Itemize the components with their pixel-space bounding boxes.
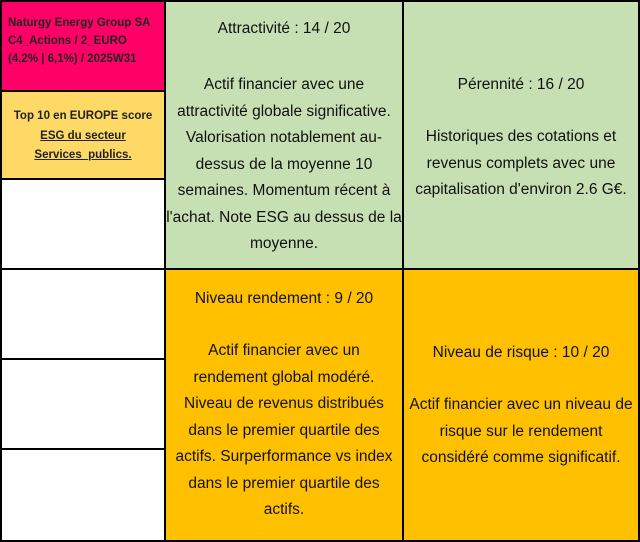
asset-title xyxy=(8,14,160,68)
attractivite-cell xyxy=(164,0,404,270)
description-line: attractivité globale significative. xyxy=(177,102,391,120)
rendement-description xyxy=(166,338,402,524)
blank-cell xyxy=(0,448,166,542)
blank-cell xyxy=(0,358,166,450)
description-line: dans le premier quartile des xyxy=(188,474,380,492)
description-line: actifs. Surperformance vs index xyxy=(175,448,393,465)
attractivite-description xyxy=(166,72,402,258)
asset-period: (4,2% | 6,1%) / 2025W31 xyxy=(8,53,137,65)
top10-line2: ESG du secteur xyxy=(40,129,126,142)
top10-esg-cell xyxy=(0,90,166,180)
description-line: dessus de la moyenne 10 xyxy=(195,155,373,173)
blank-cell xyxy=(0,178,166,270)
rendement-title: Niveau rendement : 9 / 20 xyxy=(194,290,374,307)
description-line: dans le premier quartile des xyxy=(188,421,380,439)
risque-description xyxy=(404,392,638,472)
description-line: capitalisation d'environ 2.6 G€. xyxy=(415,181,627,198)
description-line: Actif financier avec un xyxy=(208,342,360,359)
description-line: rendement global modéré. xyxy=(193,368,375,386)
top10-esg-text xyxy=(2,107,164,166)
description-line: moyenne. xyxy=(249,235,319,252)
description-line: Actif financier avec un niveau de xyxy=(409,396,633,413)
top10-line3: Services_publics. xyxy=(34,149,132,161)
description-line: semaines. Momentum récent à xyxy=(177,182,391,199)
description-line: considéré comme significatif. xyxy=(421,449,621,466)
asset-category: C4_Actions / 2_EURO xyxy=(8,35,127,47)
top10-line1: Top 10 en EUROPE score xyxy=(13,110,153,122)
description-line: Historiques des cotations et xyxy=(425,128,617,145)
attractivite-title: Attractivité : 14 / 20 xyxy=(217,20,351,37)
blank-cell xyxy=(0,268,166,360)
perennite-title: Pérennité : 16 / 20 xyxy=(457,76,585,93)
description-line: risque sur le rendement xyxy=(439,422,603,440)
perennite-description xyxy=(404,124,638,204)
asset-title-cell xyxy=(0,0,166,92)
description-line: actifs. xyxy=(263,501,305,518)
rendement-cell xyxy=(164,268,404,542)
asset-name: Naturgy Energy Group SA xyxy=(8,17,151,29)
description-line: Actif financier avec une xyxy=(203,76,365,93)
perennite-cell xyxy=(402,0,640,270)
description-line: l'achat. Note ESG au dessus de la xyxy=(166,208,402,226)
description-line: Niveau de revenus distribués xyxy=(184,395,384,412)
description-line: Valorisation notablement au- xyxy=(185,129,383,146)
description-line: revenus complets avec une xyxy=(426,154,616,172)
risque-cell xyxy=(402,268,640,542)
risque-title: Niveau de risque : 10 / 20 xyxy=(432,344,610,361)
